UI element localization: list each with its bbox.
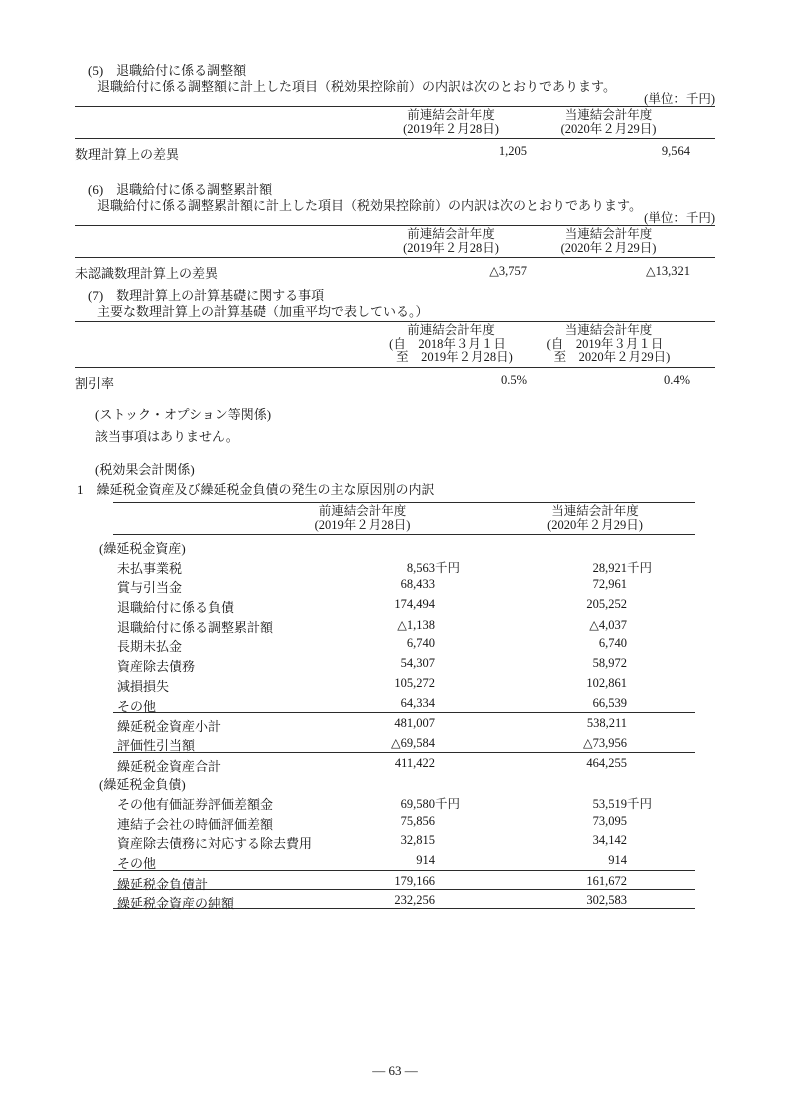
section-description: 主要な数理計算上の計算基礎（加重平均で表している。） <box>97 304 429 319</box>
header-line: 当連結会計年度 <box>564 227 653 241</box>
row-label: 長期未払金 <box>117 639 183 655</box>
value-current-year: 34,142 <box>592 833 627 848</box>
value-prev-year: 32,815 <box>400 833 435 848</box>
column-header-current-year <box>527 109 715 136</box>
header-line: 前連結会計年度 <box>407 108 495 122</box>
value-prev-year: 69,580千円 <box>400 796 461 811</box>
table-row <box>113 594 695 614</box>
table-row <box>113 673 695 693</box>
table-row-total <box>113 870 695 890</box>
table-row <box>113 693 695 713</box>
value-current-year: 66,539 <box>592 695 627 710</box>
value-current-year: △73,956 <box>583 735 627 750</box>
value-prev-year: 411,422 <box>394 755 435 770</box>
header-line: 至 2019年２月28日) <box>396 350 513 364</box>
value-current-year: 72,961 <box>592 577 627 592</box>
row-label: 繰延税金資産の純額 <box>117 896 235 912</box>
value-current-year: △4,037 <box>589 617 627 632</box>
value-prev-year: 0.5% <box>500 372 527 387</box>
heading-text: 繰延税金資産及び繰延税金負債の発生の主な原因別の内訳 <box>96 482 435 497</box>
section-row-label: (繰延税金負債) <box>99 777 186 793</box>
header-date-range <box>547 338 671 365</box>
header-line: 前連結会計年度 <box>318 504 407 518</box>
value-prev-year: 179,166 <box>394 873 435 888</box>
table-row <box>113 850 695 870</box>
row-label: 資産除去債務 <box>117 659 196 675</box>
header-line: (2020年２月29日) <box>560 240 657 255</box>
unit-label: (単位：千円) <box>644 92 715 106</box>
row-label: 数理計算上の差異 <box>75 147 180 162</box>
table-row <box>113 633 695 653</box>
row-label: 未認識数理計算上の差異 <box>75 266 219 281</box>
value-prev-year: 8,563千円 <box>406 560 461 575</box>
table-row <box>113 574 695 594</box>
header-date-range <box>389 338 513 365</box>
header-line: 当連結会計年度 <box>564 323 653 337</box>
row-label: 減損損失 <box>117 678 170 694</box>
table-deferred-tax <box>99 502 695 912</box>
value-current-year: 538,211 <box>586 716 627 731</box>
note-title: (ストック・オプション等関係) <box>95 407 272 422</box>
header-line: 当連結会計年度 <box>564 108 653 122</box>
value-current-year: 161,672 <box>586 873 627 888</box>
value-current-year: 53,519千円 <box>592 796 653 811</box>
row-label: 連結子会社の時価評価差額 <box>117 816 274 832</box>
value-current-year: △13,321 <box>646 264 690 278</box>
table-header-row <box>75 225 715 258</box>
row-label: その他有価証券評価差額金 <box>117 796 274 812</box>
section-6-retirement-cumulative-adjustment <box>75 182 715 279</box>
header-line: (2019年２月28日) <box>314 517 411 532</box>
value-number: 53,519 <box>592 796 627 811</box>
row-label: その他 <box>117 856 157 871</box>
section-description: 退職給付に係る調整累計額に計上した項目（税効果控除前）の内訳は次のとおりであります。 <box>97 198 642 213</box>
value-current-year: 6,740 <box>598 636 627 651</box>
table-row <box>113 653 695 673</box>
note-title: (税効果会計関係) <box>95 462 195 477</box>
value-prev-year: 481,007 <box>394 716 435 731</box>
row-label: 未払事業税 <box>117 560 183 576</box>
table-row <box>113 555 695 575</box>
table-row <box>113 830 695 850</box>
header-line: (2020年２月29日) <box>560 121 657 136</box>
value-current-year: 58,972 <box>592 656 627 671</box>
header-line: (自 2019年３月１日 <box>546 336 664 351</box>
header-line: (自 2018年３月１日 <box>389 336 506 351</box>
value-number: 69,580 <box>400 796 435 811</box>
row-label: 賞与引当金 <box>117 580 183 596</box>
table-actuarial-basis <box>75 321 715 389</box>
table-row <box>113 732 695 752</box>
value-prev-year: △3,757 <box>489 264 527 278</box>
value-current-year: 73,095 <box>592 813 627 828</box>
table-row-total <box>113 752 695 772</box>
unit-label: (単位：千円) <box>644 211 715 225</box>
table-row <box>75 368 715 389</box>
value-prev-year: △1,138 <box>397 617 435 632</box>
table-header-row <box>113 502 695 535</box>
value-current-year: 102,861 <box>586 675 627 690</box>
header-line: (2020年２月29日) <box>547 517 643 532</box>
table-retirement-adjustment <box>75 106 715 160</box>
section-heading: (6) 退職給付に係る調整累計額 <box>88 182 273 197</box>
table-row <box>75 258 715 279</box>
header-line: (2019年２月28日) <box>403 240 499 255</box>
value-number: 8,563 <box>406 560 435 575</box>
numbered-heading <box>75 482 715 498</box>
column-header-prev-year <box>375 228 527 255</box>
row-label: 退職給付に係る負債 <box>117 600 235 616</box>
row-label: 退職給付に係る調整累計額 <box>117 619 274 635</box>
column-header-prev-year <box>375 109 527 136</box>
value-prev-year: 174,494 <box>394 597 435 612</box>
table-row <box>113 614 695 634</box>
column-header-current-year <box>435 505 695 532</box>
value-prev-year: 75,856 <box>400 813 435 828</box>
section-heading: (7) 数理計算上の計算基礎に関する事項 <box>88 288 325 303</box>
column-header-prev-year <box>375 324 527 365</box>
section-tax-effect <box>75 462 715 912</box>
heading-number: 1 <box>77 482 84 497</box>
row-label: 繰延税金負債計 <box>117 876 209 892</box>
table-row-subtotal <box>113 712 695 735</box>
value-prev-year: 1,205 <box>498 144 527 158</box>
value-prev-year: 68,433 <box>400 577 435 592</box>
header-line: 当連結会計年度 <box>551 504 639 518</box>
row-label: 割引率 <box>75 375 115 391</box>
section-stock-option <box>75 407 715 445</box>
table-row <box>113 811 695 831</box>
row-label: 繰延税金資産小計 <box>117 719 222 735</box>
page-number: ― 63 ― <box>372 1063 418 1078</box>
value-number: 28,921 <box>592 560 627 575</box>
value-current-year: 464,255 <box>586 755 627 770</box>
value-prev-year: 64,334 <box>400 695 435 710</box>
header-line: 前連結会計年度 <box>407 323 495 337</box>
header-line: 至 2020年２月29日) <box>553 350 671 364</box>
table-row <box>113 791 695 811</box>
header-line: (2019年２月28日) <box>403 121 499 136</box>
table-header-row <box>75 321 715 368</box>
value-current-year: 28,921千円 <box>592 560 653 575</box>
row-label: 資産除去債務に対応する除去費用 <box>117 836 313 852</box>
table-row <box>75 139 715 160</box>
value-prev-year: 54,307 <box>400 656 435 671</box>
table-row <box>99 535 695 556</box>
column-header-current-year <box>527 228 715 255</box>
section-5-retirement-adjustment <box>75 63 715 160</box>
value-current-year: 0.4% <box>663 372 690 387</box>
row-label: 繰延税金資産合計 <box>117 758 222 774</box>
column-header-current-year <box>527 324 715 365</box>
row-label: 評価性引当額 <box>117 737 196 753</box>
table-cumulative-adjustment <box>75 225 715 279</box>
value-current-year: 9,564 <box>661 144 690 158</box>
section-heading: (5) 退職給付に係る調整額 <box>88 63 247 78</box>
section-7-actuarial-basis <box>75 288 715 389</box>
value-prev-year: 105,272 <box>394 675 435 690</box>
value-prev-year: 6,740 <box>406 636 435 651</box>
table-header-row <box>75 106 715 139</box>
value-prev-year: △69,584 <box>391 735 435 750</box>
header-line: 前連結会計年度 <box>407 227 495 241</box>
value-current-year: 205,252 <box>586 597 627 612</box>
row-label: その他 <box>117 698 157 714</box>
section-description: 退職給付に係る調整額に計上した項目（税効果控除前）の内訳は次のとおりであります。 <box>97 79 616 94</box>
value-prev-year: 914 <box>416 853 435 867</box>
value-prev-year: 232,256 <box>394 893 435 908</box>
value-current-year: 302,583 <box>586 893 627 908</box>
column-header-prev-year <box>290 505 435 532</box>
note-body: 該当事項はありません。 <box>95 429 239 444</box>
section-row-label: (繰延税金資産) <box>99 541 186 556</box>
value-current-year: 914 <box>608 853 627 867</box>
